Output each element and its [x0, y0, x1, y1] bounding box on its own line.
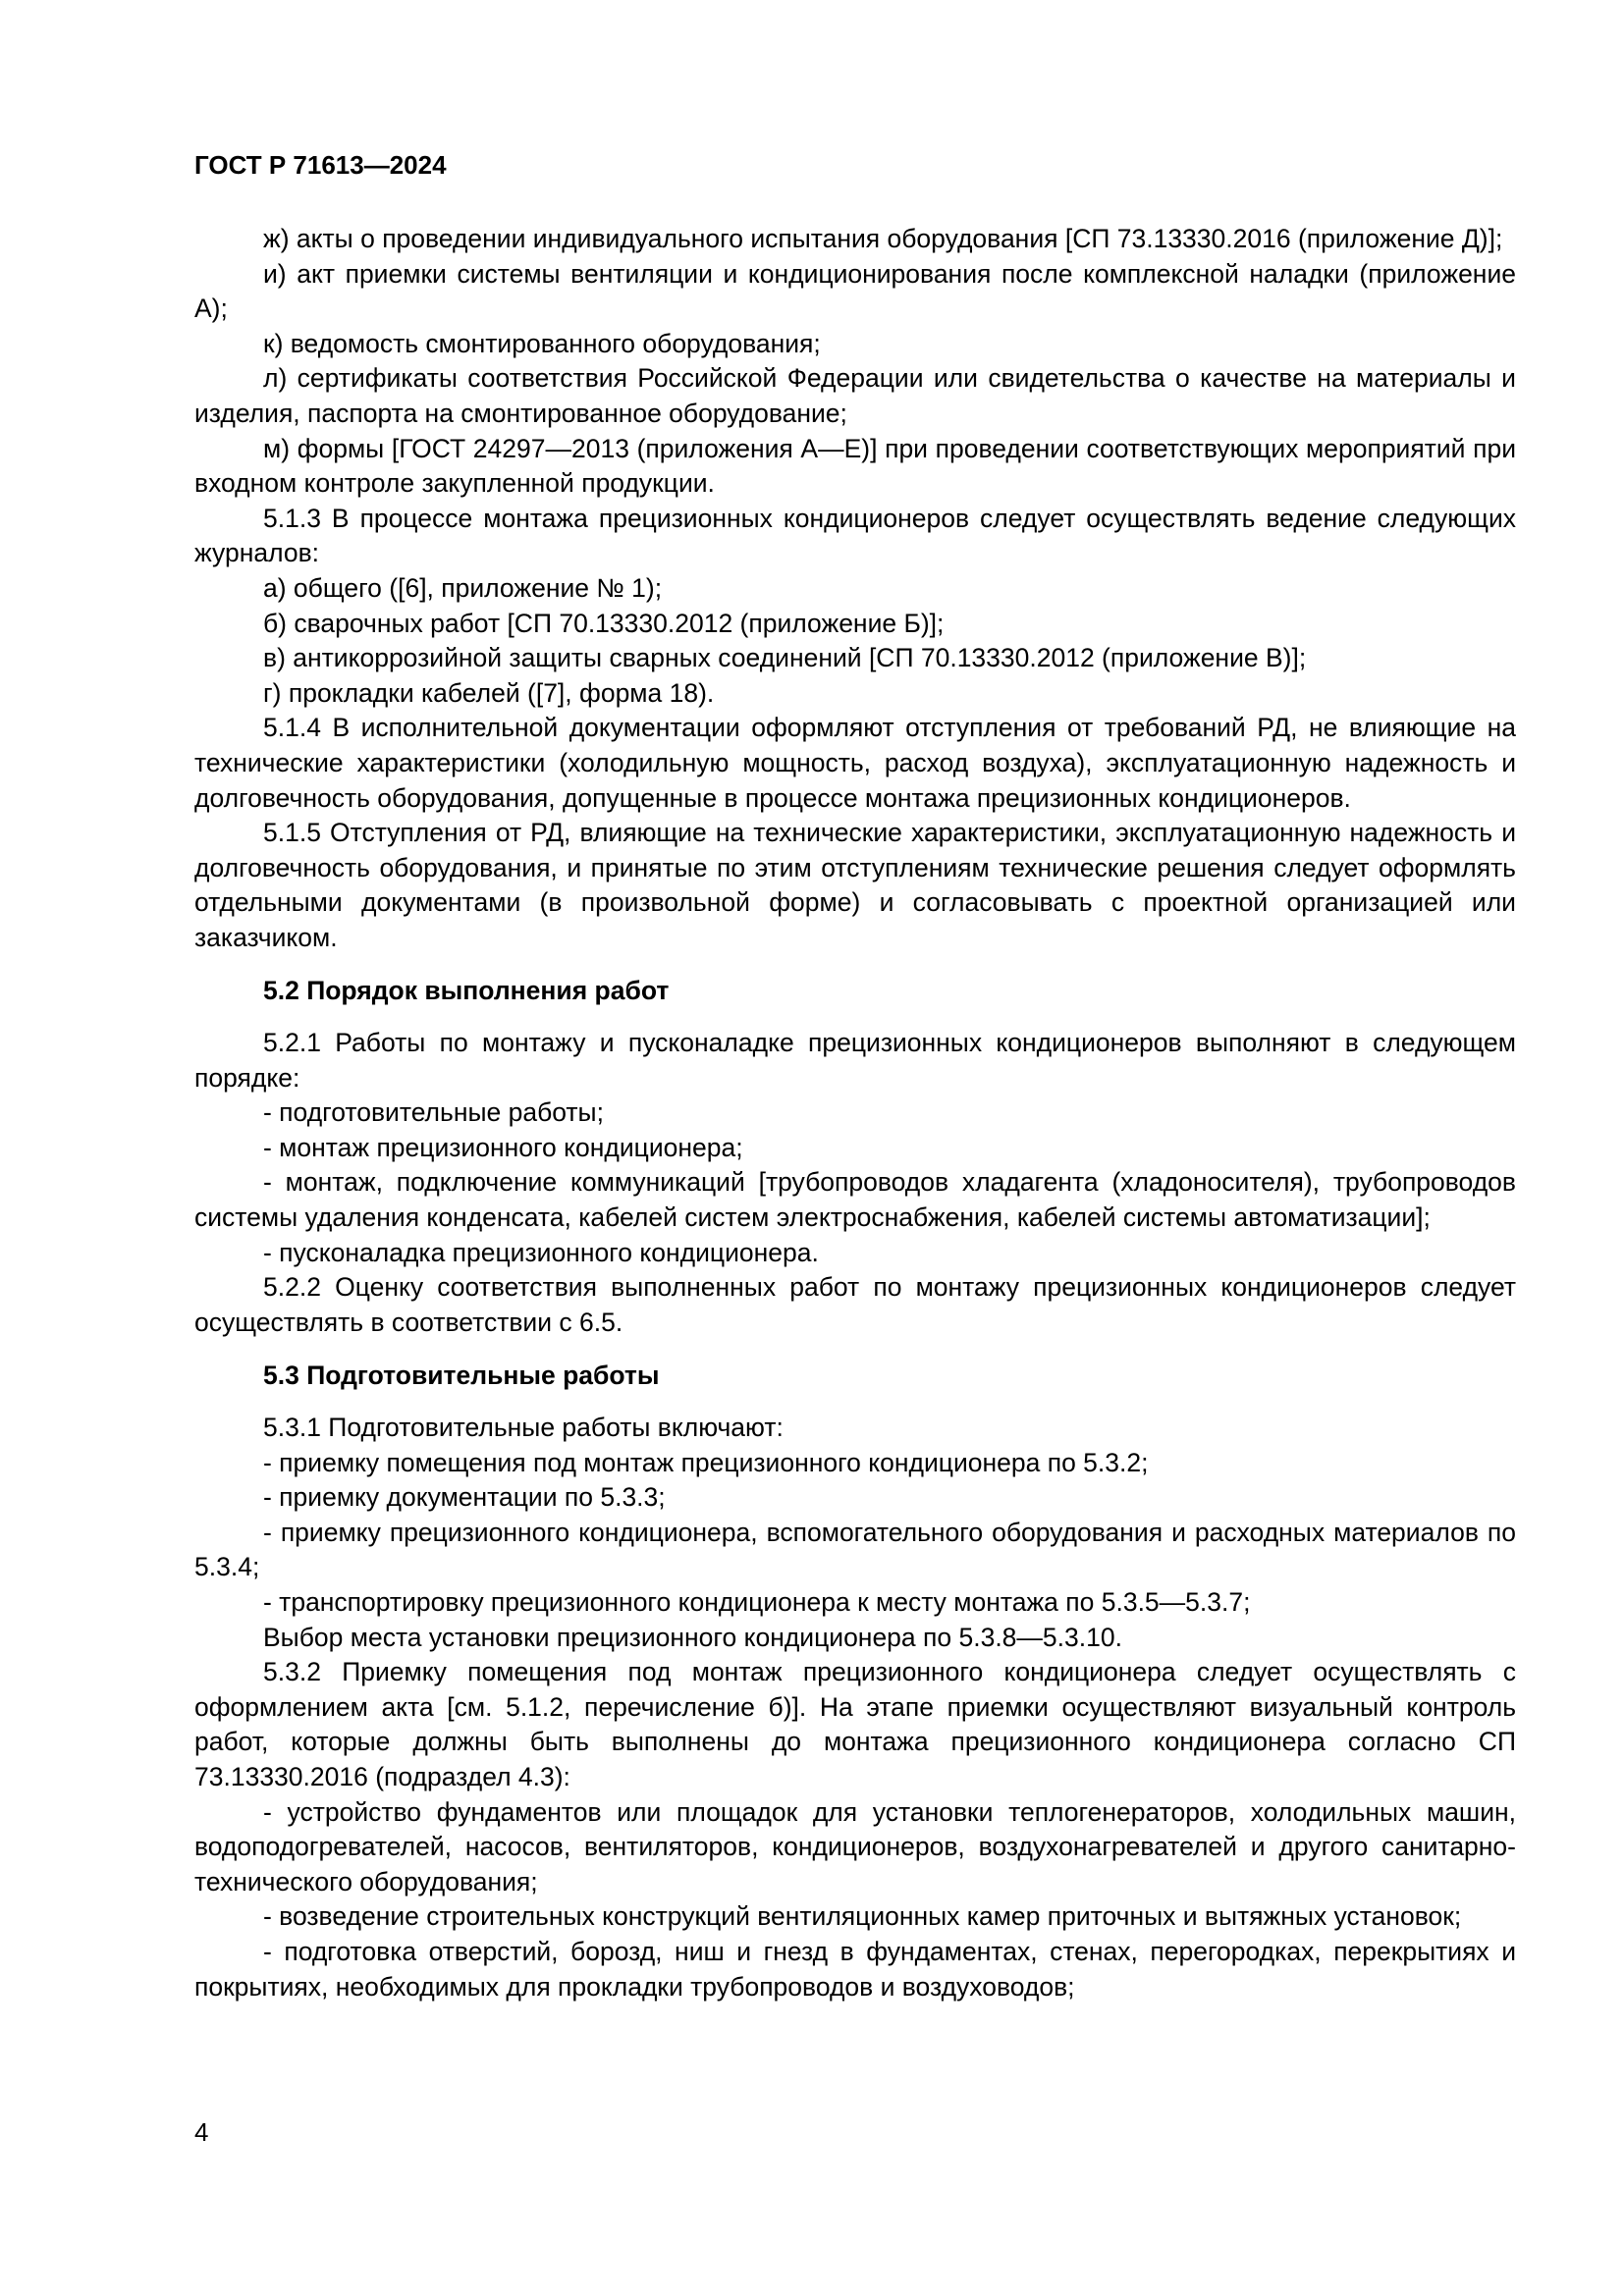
list-item: м) формы [ГОСТ 24297—2013 (приложения А—Е)] при проведении соответствующих мероприятий при входном контроле закупленной продукции.	[194, 433, 1516, 499]
list-item: - подготовительные работы;	[263, 1097, 604, 1128]
section-heading-5-2: 5.2 Порядок выполнения работ	[263, 976, 670, 1006]
paragraph: 5.3.1 Подготовительные работы включают:	[263, 1413, 784, 1442]
list-item: - пусконаладка прецизионного кондиционера.	[263, 1237, 819, 1267]
list-item: - монтаж, подключение коммуникаций [трубопроводов хладагента (хладоносителя), трубопроводов системы удаления конденсата, кабелей систем электроснабжения, кабелей системы автоматизации];	[194, 1167, 1516, 1233]
list-item: - устройство фундаментов или площадок для установки теплогенераторов, холодильных машин, водоподогревателей, насосов, вентиляторов, кондиционеров, воздухонагревателей и другого санитарно-технического оборудования;	[194, 1796, 1516, 1896]
list-item: б) сварочных работ [СП 70.13330.2012 (приложение Б)];	[263, 608, 945, 638]
list-item: - возведение строительных конструкций вентиляционных камер приточных и вытяжных установок;	[263, 1901, 1462, 1932]
paragraph: 5.2.2 Оценку соответствия выполненных работ по монтажу прецизионных кондиционеров следует осуществлять в соответствии с 6.5.	[194, 1272, 1516, 1337]
page-number: 4	[194, 2117, 209, 2147]
list-item: а) общего ([6], приложение № 1);	[263, 572, 663, 603]
list-item: - приемку помещения под монтаж прецизионного кондиционера по 5.3.2;	[263, 1447, 1149, 1477]
list-item: л) сертификаты соответствия Российской Федерации или свидетельства о качестве на материалы и изделия, паспорта на смонтированное оборудование;	[194, 363, 1516, 428]
list-item: - приемку документации по 5.3.3;	[263, 1482, 666, 1513]
list-item: ж) акты о проведении индивидуального испытания оборудования [СП 73.13330.2016 (приложение Д)];	[263, 224, 1503, 253]
list-item: - приемку прецизионного кондиционера, вспомогательного оборудования и расходных материалов по 5.3.4;	[194, 1517, 1516, 1582]
document-body	[194, 222, 1516, 2004]
list-item: - подготовка отверстий, борозд, ниш и гнезд в фундаментах, стенах, перегородках, перекрытиях и покрытиях, необходимых для прокладки трубопроводов и воздуховодов;	[194, 1936, 1516, 2002]
paragraph: Выбор места установки прецизионного кондиционера по 5.3.8—5.3.10.	[263, 1622, 1122, 1652]
paragraph: 5.3.2 Приемку помещения под монтаж прецизионного кондиционера следует осуществлять с оформлением акта [см. 5.1.2, перечисление б)]. На этапе приемки осуществляют визуальный контроль работ, которые должны быть выполнены до монтажа прецизионного кондиционера согласно СП 73.13330.2016 (подраздел 4.3):	[194, 1657, 1516, 1791]
paragraph: 5.1.4 В исполнительной документации оформляют отступления от требований РД, не влияющие на технические характеристики (холодильную мощность, расход воздуха), эксплуатационную надежность и долговечность оборудования, допущенные в процессе монтажа прецизионных кондиционеров.	[194, 713, 1516, 813]
paragraph: 5.2.1 Работы по монтажу и пусконаладке прецизионных кондиционеров выполняют в следующем порядке:	[194, 1028, 1516, 1093]
document-header: ГОСТ Р 71613—2024	[194, 150, 447, 180]
list-item: г) прокладки кабелей ([7], форма 18).	[263, 677, 715, 708]
list-item: и) акт приемки системы вентиляции и кондиционирования после комплексной наладки (приложение А);	[194, 258, 1516, 324]
paragraph: 5.1.5 Отступления от РД, влияющие на технические характеристики, эксплуатационную надежность и долговечность оборудования, и принятые по этим отступлениям технические решения следует оформлять отдельными документами (в произвольной форме) и согласовывать с проектной организацией или заказчиком.	[194, 818, 1516, 952]
paragraph: 5.1.3 В процессе монтажа прецизионных кондиционеров следует осуществлять ведение следующих журналов:	[194, 503, 1516, 568]
list-item: в) антикоррозийной защиты сварных соединений [СП 70.13330.2012 (приложение В)];	[263, 643, 1307, 673]
list-item: - монтаж прецизионного кондиционера;	[263, 1132, 743, 1162]
section-heading-5-3: 5.3 Подготовительные работы	[263, 1361, 660, 1391]
list-item: к) ведомость смонтированного оборудования;	[263, 328, 821, 358]
list-item: - транспортировку прецизионного кондиционера к месту монтажа по 5.3.5—5.3.7;	[263, 1586, 1251, 1617]
